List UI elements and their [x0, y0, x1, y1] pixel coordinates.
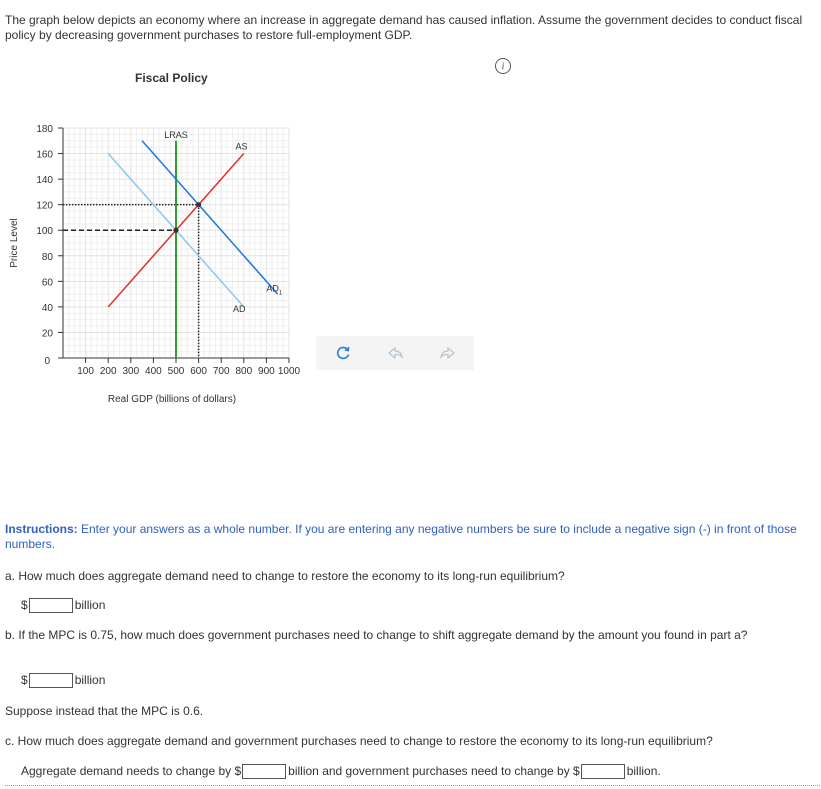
- x-tick-label: 600: [190, 366, 207, 377]
- curve-label: LRAS: [164, 130, 188, 141]
- answer-c-lead: Aggregate demand needs to change by $: [21, 764, 242, 778]
- suppose-text: Suppose instead that the MPC is 0.6.: [5, 704, 204, 718]
- divider: [5, 785, 820, 786]
- question-b: b. If the MPC is 0.75, how much does government purchases need to change to shift aggregate demand by the amount you found in part a?: [5, 628, 748, 642]
- x-tick-label: 400: [145, 366, 162, 377]
- y-tick-label: 80: [41, 251, 53, 263]
- x-tick-label: 300: [122, 366, 140, 377]
- unit-label: billion: [74, 598, 106, 612]
- undo-icon[interactable]: [385, 343, 405, 363]
- question-a: a. How much does aggregate demand need to change to restore the economy to its long-run equilibrium?: [5, 569, 565, 583]
- y-tick-label: 100: [36, 226, 53, 238]
- x-axis-label: Real GDP (billions of dollars): [107, 394, 237, 405]
- unit-label: billion: [74, 673, 106, 687]
- y-tick-label: 120: [36, 200, 53, 212]
- curve-label: $AD_1$: [266, 283, 283, 297]
- chart-title: Fiscal Policy: [135, 71, 208, 85]
- answer-c-mid: billion and government purchases need to change by $: [288, 764, 580, 778]
- y-tick-label: 0: [44, 356, 50, 367]
- x-tick-label: 700: [212, 366, 230, 377]
- y-tick-label: 60: [41, 277, 53, 289]
- answer-c-g-input[interactable]: [581, 764, 625, 779]
- instructions: [5, 522, 805, 552]
- problem-intro: The graph below depicts an economy where an increase in aggregate demand has caused inflation. Assume the government decides to conduct fiscal policy by decreasing government purchases to restore full-employment GDP.: [5, 13, 803, 42]
- equilibrium-point-e1: [196, 202, 201, 207]
- y-tick-label: 40: [41, 302, 53, 314]
- x-tick-label: 500: [167, 366, 185, 377]
- instructions-text: Enter your answers as a whole number. If you are entering any negative numbers be sure to include a negative sign (-) in front of those numbers.: [5, 522, 797, 551]
- x-tick-label: 200: [99, 366, 117, 377]
- x-tick-label: 900: [258, 366, 275, 377]
- answer-c-ad-input[interactable]: [242, 764, 286, 779]
- instructions-lead: Instructions:: [5, 522, 78, 536]
- graph-toolbar: [316, 336, 474, 370]
- answer-a-input[interactable]: [29, 598, 73, 613]
- fiscal-policy-chart[interactable]: [0, 115, 320, 415]
- x-tick-label: 800: [235, 366, 253, 377]
- y-axis-label: Price Level: [9, 218, 20, 268]
- answer-c-row: [21, 763, 661, 779]
- answer-b-row: [21, 672, 105, 688]
- answer-b-input[interactable]: [29, 673, 73, 688]
- answer-a-row: [21, 597, 105, 613]
- y-tick-label: 180: [36, 124, 53, 135]
- info-icon[interactable]: i: [495, 58, 511, 74]
- curve-label-subscript: 1: [278, 290, 283, 297]
- curve-label: AD: [233, 304, 246, 314]
- curve-label: AS: [235, 141, 248, 152]
- currency-label: $: [21, 598, 28, 612]
- redo-icon[interactable]: [438, 343, 458, 363]
- y-tick-label: 20: [41, 328, 53, 340]
- x-tick-label: 100: [77, 366, 94, 377]
- answer-c-end: billion.: [626, 764, 661, 778]
- y-tick-label: 140: [36, 175, 53, 187]
- x-tick-label: 1000: [277, 366, 301, 377]
- question-c: c. How much does aggregate demand and government purchases need to change to restore the economy to its long-run equilibrium?: [5, 734, 713, 748]
- reset-icon[interactable]: [333, 343, 353, 363]
- equilibrium-point-e0: [173, 228, 178, 233]
- currency-label: $: [21, 673, 28, 687]
- y-tick-label: 160: [36, 149, 53, 161]
